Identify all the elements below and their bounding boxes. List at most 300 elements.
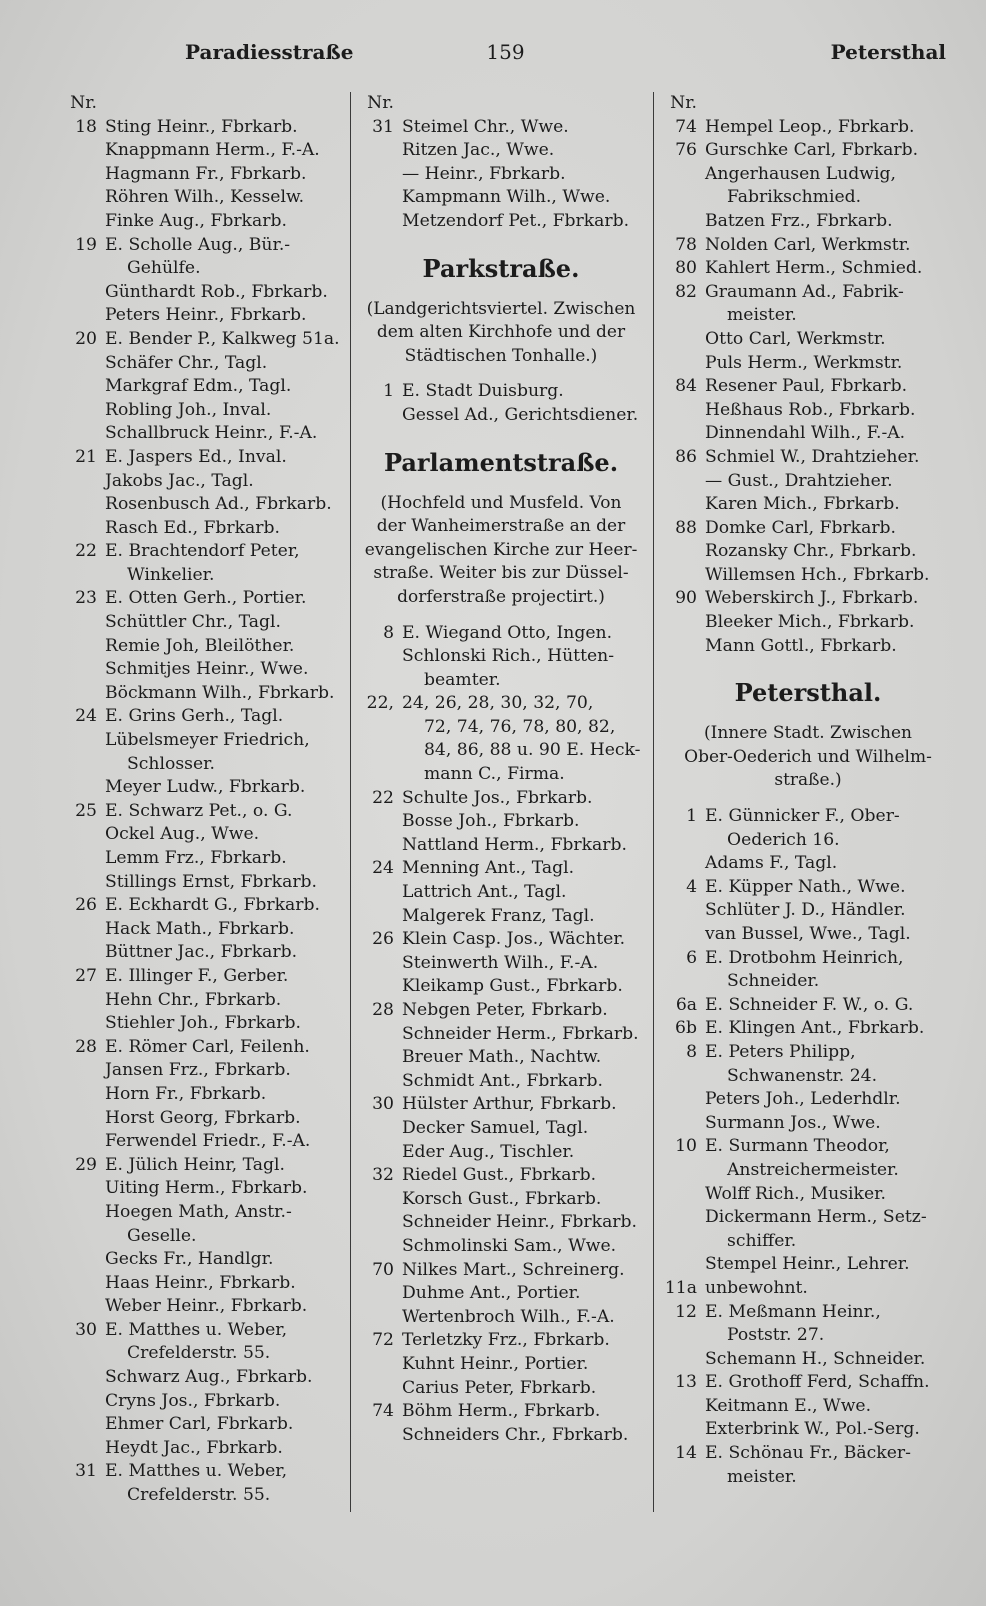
page-number: 159 — [486, 40, 525, 64]
entry-text: 84, 86, 88 u. 90 E. Heck- — [424, 740, 641, 761]
section-desc-parlamentstrasse — [352, 492, 650, 610]
directory-entry — [655, 1041, 961, 1065]
house-number: 28 — [75, 1036, 97, 1057]
directory-entry — [352, 186, 650, 210]
entry-text: Resener Paul, Fbrkarb. — [705, 376, 908, 397]
directory-entry — [655, 163, 961, 187]
entry-text: Horn Fr., Fbrkarb. — [105, 1083, 267, 1104]
directory-entry — [352, 1141, 650, 1165]
directory-entry — [655, 876, 961, 900]
directory-entry — [655, 805, 961, 829]
entry-text: Haas Heinr., Fbrkarb. — [105, 1272, 296, 1293]
directory-entry — [352, 881, 650, 905]
entry-text: Puls Herm., Werkmstr. — [705, 352, 903, 373]
directory-entry — [352, 1046, 650, 1070]
entry-text: Knappmann Herm., F.-A. — [105, 140, 320, 161]
house-number: Nr. — [70, 93, 97, 113]
entry-text: E. Otten Gerh., Portier. — [105, 588, 307, 609]
section-desc-petersthal — [655, 722, 961, 793]
directory-entry — [55, 493, 347, 517]
entry-text: Schmitjes Heinr., Wwe. — [105, 659, 309, 680]
directory-entry — [655, 1206, 961, 1230]
entry-text: Karen Mich., Fbrkarb. — [705, 494, 900, 515]
entry-text: Graumann Ad., Fabrik- — [705, 281, 904, 302]
directory-entry — [55, 470, 347, 494]
directory-entry — [655, 1277, 961, 1301]
directory-entry — [55, 941, 347, 965]
entry-text: E. Surmann Theodor, — [705, 1136, 890, 1157]
directory-entry — [352, 834, 650, 858]
entry-text: Heßhaus Rob., Fbrkarb. — [705, 399, 916, 420]
directory-entry — [55, 635, 347, 659]
directory-entry — [55, 540, 347, 564]
directory-entry — [55, 587, 347, 611]
directory-entry — [55, 1390, 347, 1414]
entry-text: E. Matthes u. Weber, — [105, 1461, 288, 1482]
directory-entry — [655, 1135, 961, 1159]
entry-text: Stillings Ernst, Fbrkarb. — [105, 871, 317, 892]
entry-text: E. Eckhardt G., Fbrkarb. — [105, 895, 320, 916]
entry-text: Stiehler Joh., Fbrkarb. — [105, 1013, 301, 1034]
entry-text: Korsch Gust., Fbrkarb. — [402, 1188, 602, 1209]
directory-entry — [55, 611, 347, 635]
house-number: 23 — [75, 588, 97, 609]
directory-entry — [55, 186, 347, 210]
description-line: dorferstraße projectirt.) — [397, 586, 605, 607]
directory-entry — [55, 139, 347, 163]
house-number: 12 — [675, 1301, 697, 1322]
directory-entry — [55, 847, 347, 871]
house-number: 22, — [366, 693, 394, 714]
directory-entry — [655, 92, 961, 116]
entry-text: Gehülfe. — [127, 258, 201, 279]
directory-entry — [55, 1366, 347, 1390]
house-number: 80 — [675, 258, 697, 279]
entry-text: Crefelderstr. 55. — [127, 1485, 271, 1506]
directory-entry — [655, 1253, 961, 1277]
entry-text: unbewohnt. — [705, 1277, 808, 1298]
entry-text: Hülster Arthur, Fbrkarb. — [402, 1094, 617, 1115]
directory-entry — [55, 281, 347, 305]
entry-text: Schneiders Chr., Fbrkarb. — [402, 1424, 629, 1445]
entry-text: Otto Carl, Werkmstr. — [705, 328, 886, 349]
entry-text: Steimel Chr., Wwe. — [402, 116, 569, 137]
directory-entry — [352, 810, 650, 834]
directory-entry — [55, 1154, 347, 1178]
directory-entry — [655, 1442, 961, 1466]
directory-entry — [55, 234, 347, 258]
directory-entry — [655, 493, 961, 517]
directory-entry — [55, 1036, 347, 1060]
entry-text: Adams F., Tagl. — [705, 853, 838, 874]
directory-entry — [55, 989, 347, 1013]
house-number: 24 — [372, 858, 394, 879]
entry-text: Gessel Ad., Gerichtsdiener. — [402, 404, 639, 425]
entry-text: Schneider Heinr., Fbrkarb. — [402, 1212, 637, 1233]
entry-text: Duhme Ant., Portier. — [402, 1283, 581, 1304]
entry-text: E. Klingen Ant., Fbrkarb. — [705, 1018, 925, 1039]
house-number: 74 — [372, 1401, 394, 1422]
entry-text: Eder Aug., Tischler. — [402, 1141, 575, 1162]
entry-text: Meyer Ludw., Fbrkarb. — [105, 777, 306, 798]
directory-entry — [655, 1112, 961, 1136]
entry-text: Surmann Jos., Wwe. — [705, 1112, 881, 1133]
entry-text: Lattrich Ant., Tagl. — [402, 882, 567, 903]
entry-text: E. Grins Gerh., Tagl. — [105, 706, 284, 727]
description-line: straße.) — [774, 770, 842, 791]
directory-entry — [55, 965, 347, 989]
entry-text: Winkelier. — [127, 564, 215, 585]
directory-entry — [352, 1353, 650, 1377]
directory-entry — [55, 163, 347, 187]
directory-entry — [352, 380, 650, 404]
directory-entry — [55, 1177, 347, 1201]
directory-entry — [55, 446, 347, 470]
entry-text: Lübelsmeyer Friedrich, — [105, 730, 310, 751]
header-right-street: Petersthal — [830, 40, 946, 64]
house-number: 82 — [675, 281, 697, 302]
entry-text: Breuer Math., Nachtw. — [402, 1047, 602, 1068]
description-line: (Landgerichtsviertel. Zwischen — [366, 298, 636, 319]
directory-entry — [352, 1093, 650, 1117]
house-number: 25 — [75, 800, 97, 821]
entry-text: Nebgen Peter, Fbrkarb. — [402, 1000, 608, 1020]
directory-entry — [352, 1400, 650, 1424]
house-number: 78 — [675, 234, 697, 255]
entry-text: E. Matthes u. Weber, — [105, 1319, 288, 1340]
directory-entry — [55, 1012, 347, 1036]
house-number: 4 — [686, 876, 697, 897]
entry-text: Dinnendahl Wilh., F.-A. — [705, 423, 906, 444]
house-number: 28 — [372, 1000, 394, 1020]
entry-text: Angerhausen Ludwig, — [705, 163, 896, 184]
entry-text: E. Brachtendorf Peter, — [105, 541, 300, 562]
description-line: Städtischen Tonhalle.) — [404, 345, 598, 366]
directory-entry — [655, 304, 961, 328]
house-number: 29 — [75, 1154, 97, 1175]
description-line: dem alten Kirchhofe und der — [376, 322, 626, 343]
entry-text: Uiting Herm., Fbrkarb. — [105, 1178, 308, 1199]
directory-entry — [352, 1117, 650, 1141]
directory-entry — [655, 1065, 961, 1089]
directory-entry — [55, 729, 347, 753]
directory-entry — [655, 923, 961, 947]
entry-text: Bosse Joh., Fbrkarb. — [402, 811, 580, 832]
directory-entry — [655, 899, 961, 923]
house-number: 6a — [675, 994, 697, 1015]
directory-entry — [55, 257, 347, 281]
directory-entry — [352, 645, 650, 669]
directory-entry — [55, 328, 347, 352]
entry-text: E. Jülich Heinr, Tagl. — [105, 1154, 285, 1175]
entry-text: Domke Carl, Fbrkarb. — [705, 517, 897, 538]
house-number: 8 — [686, 1041, 697, 1062]
house-number: 30 — [372, 1094, 394, 1115]
house-number: 6 — [686, 947, 697, 968]
entry-text: meister. — [727, 305, 797, 326]
entry-text: Fabrikschmied. — [727, 187, 862, 208]
house-number: 6b — [675, 1018, 697, 1039]
entry-text: — Heinr., Fbrkarb. — [402, 163, 566, 184]
entry-text: Anstreichermeister. — [727, 1159, 899, 1180]
entry-text: Schmidt Ant., Fbrkarb. — [402, 1070, 603, 1091]
directory-entry — [55, 894, 347, 918]
house-number: 90 — [675, 588, 697, 609]
directory-entry — [55, 1083, 347, 1107]
entry-text: Schlosser. — [127, 753, 215, 774]
entry-text: Hehn Chr., Fbrkarb. — [105, 989, 282, 1010]
entry-text: — Gust., Drahtzieher. — [705, 470, 893, 491]
directory-entry — [352, 999, 650, 1023]
directory-entry — [352, 975, 650, 999]
entry-text: E. Grothoff Ferd, Schaffn. — [705, 1372, 930, 1393]
entry-text: Willemsen Hch., Fbrkarb. — [705, 564, 930, 585]
house-number: 27 — [75, 965, 97, 986]
directory-entry — [352, 404, 650, 428]
entry-text: Kuhnt Heinr., Portier. — [402, 1353, 589, 1374]
directory-entry — [655, 1466, 961, 1490]
entry-text: Schneider Herm., Fbrkarb. — [402, 1023, 639, 1044]
directory-entry — [352, 739, 650, 763]
entry-text: Carius Peter, Fbrkarb. — [402, 1377, 597, 1398]
page-header — [55, 40, 956, 74]
directory-entry — [352, 669, 650, 693]
entry-text: E. Bender P., Kalkweg 51a. — [105, 328, 340, 349]
entry-text: E. Meßmann Heinr., — [705, 1301, 881, 1322]
section-title-petersthal: Petersthal. — [734, 678, 882, 708]
directory-entry — [55, 1460, 347, 1484]
directory-entry — [655, 470, 961, 494]
directory-entry — [55, 352, 347, 376]
entry-text: E. Schönau Fr., Bäcker- — [705, 1443, 911, 1464]
directory-entry — [655, 1017, 961, 1041]
directory-entry — [655, 587, 961, 611]
directory-entry — [352, 622, 650, 646]
entry-text: Ehmer Carl, Fbrkarb. — [105, 1414, 294, 1435]
entry-text: Böckmann Wilh., Fbrkarb. — [105, 682, 335, 703]
directory-entry — [352, 763, 650, 787]
entry-text: Schwanenstr. 24. — [727, 1065, 878, 1086]
directory-entry — [352, 1329, 650, 1353]
description-line: der Wanheimerstraße an der — [376, 516, 626, 537]
directory-entry — [655, 186, 961, 210]
directory-entry — [352, 787, 650, 811]
entry-text: Rasch Ed., Fbrkarb. — [105, 517, 280, 538]
house-number: 21 — [75, 446, 97, 467]
entry-text: Exterbrink W., Pol.-Serg. — [705, 1419, 920, 1440]
directory-entry — [55, 800, 347, 824]
directory-entry — [55, 776, 347, 800]
entry-text: Decker Samuel, Tagl. — [402, 1117, 589, 1138]
directory-entry — [352, 1235, 650, 1259]
entry-text: Hack Math., Fbrkarb. — [105, 918, 295, 939]
entry-text: Hempel Leop., Fbrkarb. — [705, 116, 915, 137]
entry-text: Kleikamp Gust., Fbrkarb. — [402, 976, 623, 997]
entry-text: E. Scholle Aug., Bür.- — [105, 234, 291, 255]
house-number: 22 — [75, 541, 97, 562]
directory-entry — [352, 1424, 650, 1448]
house-number: 10 — [675, 1136, 697, 1157]
entry-text: E. Wiegand Otto, Ingen. — [402, 622, 613, 643]
directory-entry — [55, 116, 347, 140]
description-line: Ober-Oederich und Wilhelm- — [684, 746, 932, 767]
directory-entry — [352, 1377, 650, 1401]
entry-text: Metzendorf Pet., Fbrkarb. — [402, 210, 630, 231]
description-line: evangelischen Kirche zur Heer- — [364, 539, 638, 560]
entry-text: Sting Heinr., Fbrkarb. — [105, 116, 298, 137]
directory-entry — [352, 210, 650, 234]
entry-text: meister. — [727, 1466, 797, 1487]
house-number: 70 — [372, 1259, 394, 1280]
entry-text: Lemm Frz., Fbrkarb. — [105, 848, 287, 868]
directory-entry — [655, 970, 961, 994]
house-number: 13 — [675, 1372, 697, 1393]
directory-entry — [55, 564, 347, 588]
section-desc-parkstrasse — [352, 298, 650, 369]
directory-entry — [352, 116, 650, 140]
entry-text: Heydt Jac., Fbrkarb. — [105, 1437, 283, 1458]
house-number: 22 — [372, 787, 394, 808]
house-number: 1 — [686, 806, 697, 827]
entry-text: Schmolinski Sam., Wwe. — [402, 1235, 617, 1256]
entry-text: Wertenbroch Wilh., F.-A. — [402, 1306, 615, 1327]
directory-entry — [352, 952, 650, 976]
house-number: Nr. — [367, 93, 394, 113]
entry-text: Günthardt Rob., Fbrkarb. — [105, 281, 328, 302]
entry-text: Cryns Jos., Fbrkarb. — [105, 1390, 281, 1411]
house-number: 30 — [75, 1319, 97, 1340]
directory-entry — [55, 1437, 347, 1461]
entry-text: E. Peters Philipp, — [705, 1041, 856, 1062]
entry-text: beamter. — [424, 669, 501, 690]
entry-text: Gurschke Carl, Fbrkarb. — [705, 140, 919, 161]
directory-entry — [55, 1201, 347, 1225]
directory-entry — [352, 163, 650, 187]
house-number: 86 — [675, 446, 697, 467]
directory-entry — [655, 446, 961, 470]
house-number: 26 — [372, 929, 394, 950]
directory-entry — [352, 716, 650, 740]
entry-text: schiffer. — [727, 1230, 797, 1251]
entry-text: Malgerek Franz, Tagl. — [402, 905, 595, 926]
entry-text: Schwarz Aug., Fbrkarb. — [105, 1367, 313, 1388]
entry-text: Schneider. — [727, 971, 820, 992]
directory-entry — [352, 1259, 650, 1283]
directory-entry — [352, 857, 650, 881]
directory-entry — [655, 1159, 961, 1183]
entry-text: Schmiel W., Drahtzieher. — [705, 446, 920, 467]
entry-text: Kampmann Wilh., Wwe. — [402, 187, 611, 208]
house-number: 84 — [675, 376, 697, 397]
entry-text: Jakobs Jac., Tagl. — [105, 470, 254, 491]
entry-text: E. Illinger F., Gerber. — [105, 965, 289, 986]
entry-text: 24, 26, 28, 30, 32, 70, — [402, 693, 594, 714]
directory-entry — [655, 829, 961, 853]
entry-text: Remie Joh, Bleilöther. — [105, 635, 295, 656]
directory-entry — [55, 399, 347, 423]
house-number: 74 — [675, 116, 697, 137]
entry-text: Nattland Herm., Fbrkarb. — [402, 834, 627, 855]
entry-text: Schallbruck Heinr., F.-A. — [105, 423, 318, 444]
directory-entry — [655, 1348, 961, 1372]
entry-text: Markgraf Edm., Tagl. — [105, 376, 292, 397]
entry-text: Wolff Rich., Musiker. — [705, 1183, 886, 1204]
entry-text: Weber Heinr., Fbrkarb. — [105, 1296, 308, 1317]
directory-entry — [352, 1282, 650, 1306]
entry-text: Menning Ant., Tagl. — [402, 858, 575, 879]
directory-entry — [655, 352, 961, 376]
entry-text: E. Jaspers Ed., Inval. — [105, 446, 287, 467]
directory-entry — [655, 1183, 961, 1207]
column-3 — [655, 92, 961, 1489]
directory-entry — [352, 1306, 650, 1330]
entry-text: mann C., Firma. — [424, 764, 565, 785]
directory-entry — [655, 116, 961, 140]
entry-text: Nolden Carl, Werkmstr. — [705, 234, 911, 255]
directory-entry — [352, 1164, 650, 1188]
directory-entry — [352, 692, 650, 716]
entry-text: Ockel Aug., Wwe. — [105, 824, 260, 845]
house-number: 72 — [372, 1330, 394, 1351]
entry-text: Nilkes Mart., Schreinerg. — [402, 1259, 625, 1280]
column-rule-1 — [350, 92, 351, 1512]
directory-entry — [55, 682, 347, 706]
entry-text: Schlüter J. D., Händler. — [705, 900, 906, 921]
house-number: 31 — [75, 1461, 97, 1482]
directory-entry — [655, 210, 961, 234]
directory-entry — [655, 517, 961, 541]
directory-entry — [352, 92, 650, 116]
entry-text: Schüttler Chr., Tagl. — [105, 612, 281, 633]
house-number: 8 — [383, 622, 394, 643]
directory-entry — [55, 871, 347, 895]
entry-text: Terletzky Frz., Fbrkarb. — [402, 1330, 610, 1351]
directory-entry — [352, 139, 650, 163]
entry-text: Hoegen Math, Anstr.- — [105, 1201, 292, 1222]
entry-text: Klein Casp. Jos., Wächter. — [402, 929, 626, 950]
directory-entry — [55, 375, 347, 399]
entry-text: 72, 74, 76, 78, 80, 82, — [424, 716, 616, 737]
entry-text: Oederich 16. — [727, 829, 840, 850]
entry-text: E. Drotbohm Heinrich, — [705, 947, 904, 968]
entry-text: E. Römer Carl, Feilenh. — [105, 1036, 310, 1057]
entry-text: E. Küpper Nath., Wwe. — [705, 876, 906, 897]
entry-text: Batzen Frz., Fbrkarb. — [705, 210, 893, 231]
description-line: (Innere Stadt. Zwischen — [703, 723, 913, 744]
entry-text: Robling Joh., Inval. — [105, 399, 272, 420]
entry-text: Schulte Jos., Fbrkarb. — [402, 787, 593, 808]
directory-entry — [55, 1225, 347, 1249]
directory-entry — [655, 635, 961, 659]
entry-text: Rozansky Chr., Fbrkarb. — [705, 541, 917, 562]
entry-text: Mann Gottl., Fbrkarb. — [705, 635, 897, 656]
house-number: 19 — [75, 234, 97, 255]
directory-entry — [655, 994, 961, 1018]
entry-text: E. Stadt Duisburg. — [402, 381, 564, 402]
directory-entry — [55, 705, 347, 729]
directory-entry — [655, 328, 961, 352]
house-number: 88 — [675, 517, 697, 538]
entry-text: Kahlert Herm., Schmied. — [705, 258, 923, 279]
entry-text: Bleeker Mich., Fbrkarb. — [705, 612, 915, 633]
entry-text: Peters Heinr., Fbrkarb. — [105, 305, 307, 326]
directory-entry — [655, 1324, 961, 1348]
directory-entry — [655, 611, 961, 635]
entry-text: Ferwendel Friedr., F.-A. — [105, 1131, 311, 1152]
directory-entry — [55, 1107, 347, 1131]
entry-text: Stempel Heinr., Lehrer. — [705, 1254, 910, 1275]
entry-text: van Bussel, Wwe., Tagl. — [705, 924, 911, 944]
